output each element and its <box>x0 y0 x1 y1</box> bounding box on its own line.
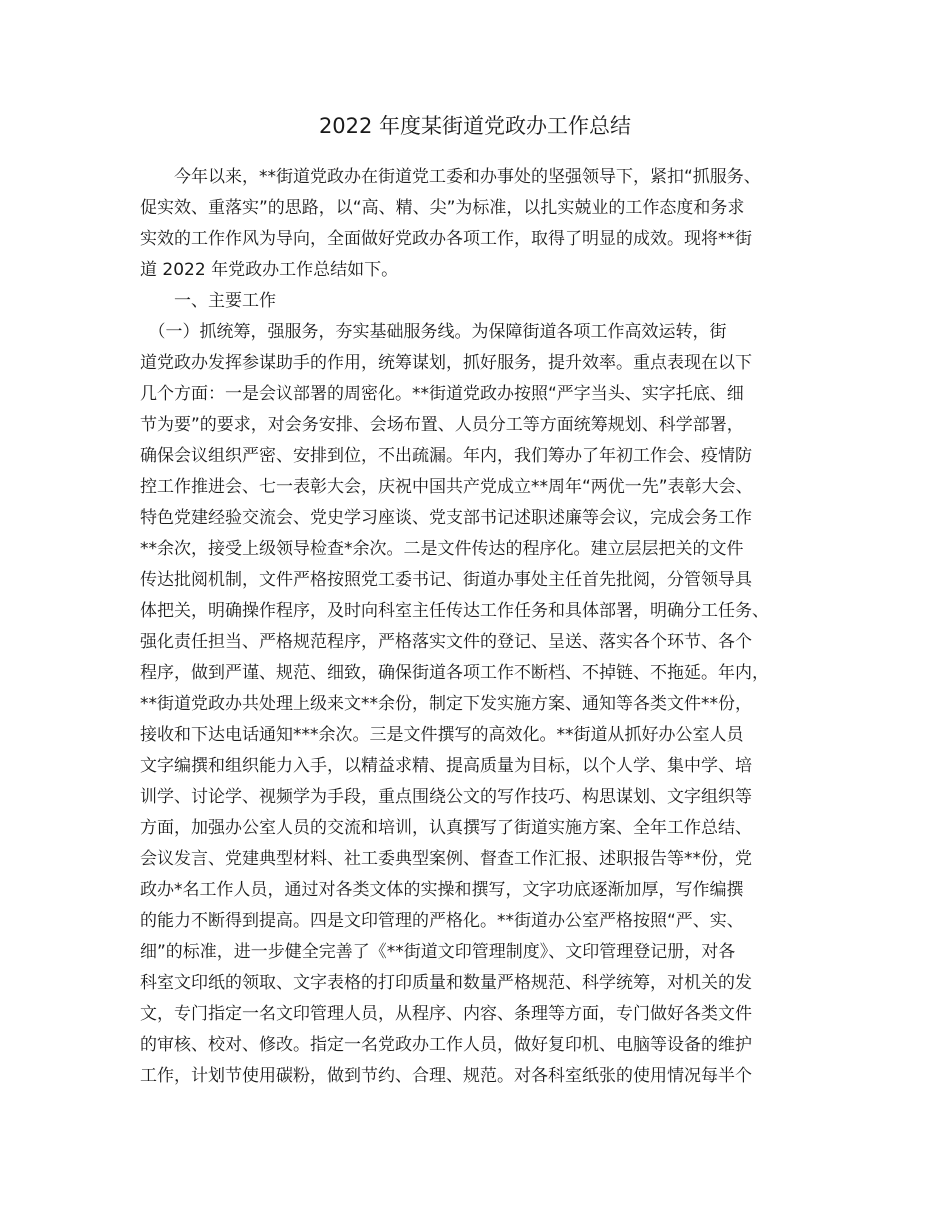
body-line: （一）抓统筹，强服务，夯实基础服务线。为保障街道各项工作高效运转，街 <box>140 322 727 342</box>
body-line: 的审核、校对、修改。指定一名党政办工作人员，做好复印机、电脑等设备的维护 <box>140 1035 752 1055</box>
body-line: 接收和下达电话通知***余次。三是文件撰写的高效化。**街道从抓好办公室人员 <box>140 725 744 745</box>
body-line: 今年以来，**街道党政办在街道党工委和办事处的坚强领导下，紧扣“抓服务、 <box>140 167 761 187</box>
body-line: 传达批阅机制，文件严格按照党工委书记、街道办事处主任首先批阅，分管领导具 <box>140 570 752 590</box>
body-line: 确保会议组织严密、安排到位，不出疏漏。年内，我们筹办了年初工作会、疫情防 <box>140 446 752 466</box>
section-heading: 一、主要工作 <box>140 291 276 311</box>
body-line: 控工作推进会、七一表彰大会，庆祝中国共产党成立**周年“两优一先”表彰大会、 <box>140 477 753 497</box>
body-line: 科室文印纸的领取、文字表格的打印质量和数量严格规范、科学统筹，对机关的发 <box>140 973 752 993</box>
body-line: 体把关，明确操作程序，及时向科室主任传达工作任务和具体部署，明确分工任务、 <box>140 601 769 621</box>
body-line: 道党政办发挥参谋助手的作用，统筹谋划，抓好服务，提升效率。重点表现在以下 <box>140 353 752 373</box>
body-line: 节为要”的要求，对会务安排、会场布置、人员分工等方面统筹规划、科学部署， <box>140 415 744 435</box>
body-line: 细”的标准，进一步健全完善了《**街道文印管理制度》、文印管理登记册，对各 <box>140 942 736 962</box>
body-line: 的能力不断得到提高。四是文印管理的严格化。**街道办公室严格按照“严、实、 <box>140 911 744 931</box>
body-line: **余次，接受上级领导检查*余次。二是文件传达的程序化。建立层层把关的文件 <box>140 539 744 559</box>
body-line: 方面，加强办公室人员的交流和培训，认真撰写了街道实施方案、全年工作总结、 <box>140 818 752 838</box>
body-line: 会议发言、党建典型材料、社工委典型案例、督查工作汇报、述职报告等**份，党 <box>140 849 752 869</box>
document-body <box>140 162 840 1092</box>
body-line: 特色党建经验交流会、党史学习座谈、党支部书记述职述廉等会议，完成会务工作 <box>140 508 752 528</box>
body-line: 训学、讨论学、视频学为手段，重点围绕公文的写作技巧、构思谋划、文字组织等 <box>140 787 752 807</box>
body-line: 文，专门指定一名文印管理人员，从程序、内容、条理等方面，专门做好各类文件 <box>140 1004 752 1024</box>
body-line: 政办*名工作人员，通过对各类文体的实操和撰写，文字功底逐渐加厚，写作编撰 <box>140 880 744 900</box>
body-line: 几个方面：一是会议部署的周密化。**街道党政办按照“严字当头、实字托底、细 <box>140 384 744 404</box>
body-line: 程序，做到严谨、规范、细致，确保街道各项工作不断档、不掉链、不拖延。年内， <box>140 663 769 683</box>
body-line: 工作，计划节使用碳粉，做到节约、合理、规范。对各科室纸张的使用情况每半个 <box>140 1066 752 1086</box>
body-line: 实效的工作作风为导向，全面做好党政办各项工作，取得了明显的成效。现将**街 <box>140 229 752 249</box>
body-line: 强化责任担当、严格规范程序，严格落实文件的登记、呈送、落实各个环节、各个 <box>140 632 752 652</box>
document-title: 2022 年度某街道党政办工作总结 <box>318 114 632 138</box>
body-line: 道 2022 年党政办工作总结如下。 <box>140 260 399 280</box>
body-line: **街道党政办共处理上级来文**余份，制定下发实施方案、通知等各类文件**份， <box>140 694 752 714</box>
body-line: 文字编撰和组织能力入手，以精益求精、提高质量为目标，以个人学、集中学、培 <box>140 756 752 776</box>
body-line: 促实效、重落实”的思路，以“高、精、尖”为标准，以扎实兢业的工作态度和务求 <box>140 198 745 218</box>
